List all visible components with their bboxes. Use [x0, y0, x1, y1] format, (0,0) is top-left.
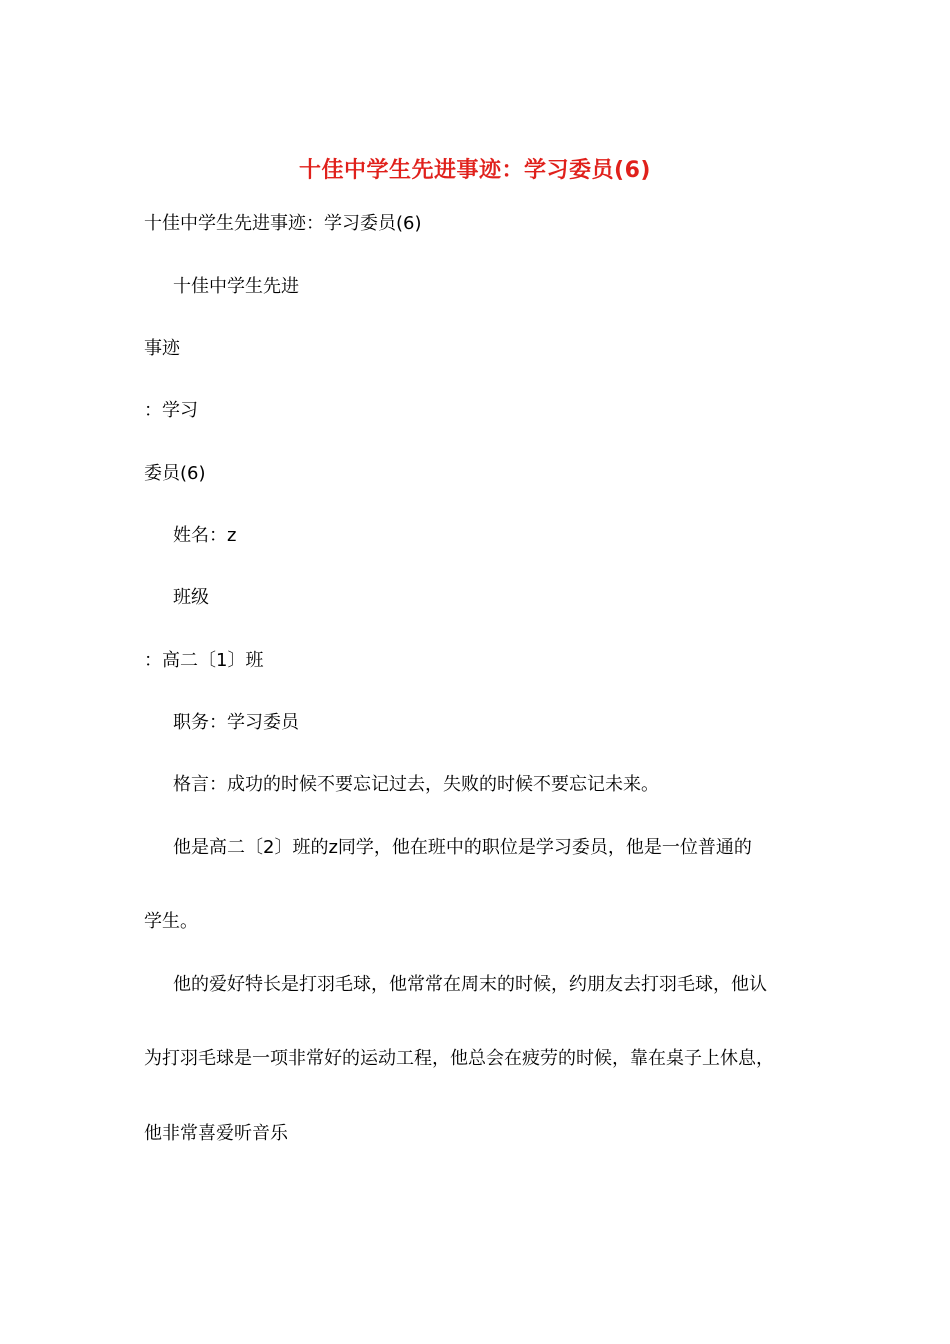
text-line: 为打羽毛球是一项非常好的运动工程，他总会在疲劳的时候，靠在桌子上休息， — [144, 1048, 774, 1069]
text-line: 委员(6) — [144, 463, 206, 484]
text-line: 十佳中学生先进 — [173, 276, 299, 297]
text-line: ：学习 — [144, 400, 198, 421]
text-line: 他的爱好特长是打羽毛球，他常常在周末的时候，约朋友去打羽毛球，他认 — [173, 974, 767, 995]
text-line: 他非常喜爱听音乐 — [144, 1123, 288, 1144]
text-line: 他是高二〔2〕班的z同学，他在班中的职位是学习委员，他是一位普通的 — [173, 837, 752, 858]
text-line: 十佳中学生先进事迹：学习委员(6) — [144, 213, 422, 234]
text-line: 格言：成功的时候不要忘记过去，失败的时候不要忘记未来。 — [173, 774, 659, 795]
text-line: ：高二〔1〕班 — [144, 650, 264, 671]
text-line: 事迹 — [144, 338, 180, 359]
text-line: 姓名：z — [173, 525, 237, 546]
text-line: 职务：学习委员 — [173, 712, 299, 733]
text-line: 学生。 — [144, 911, 198, 932]
text-line: 班级 — [173, 587, 209, 608]
document-title: 十佳中学生先进事迹：学习委员(6) — [299, 158, 651, 183]
